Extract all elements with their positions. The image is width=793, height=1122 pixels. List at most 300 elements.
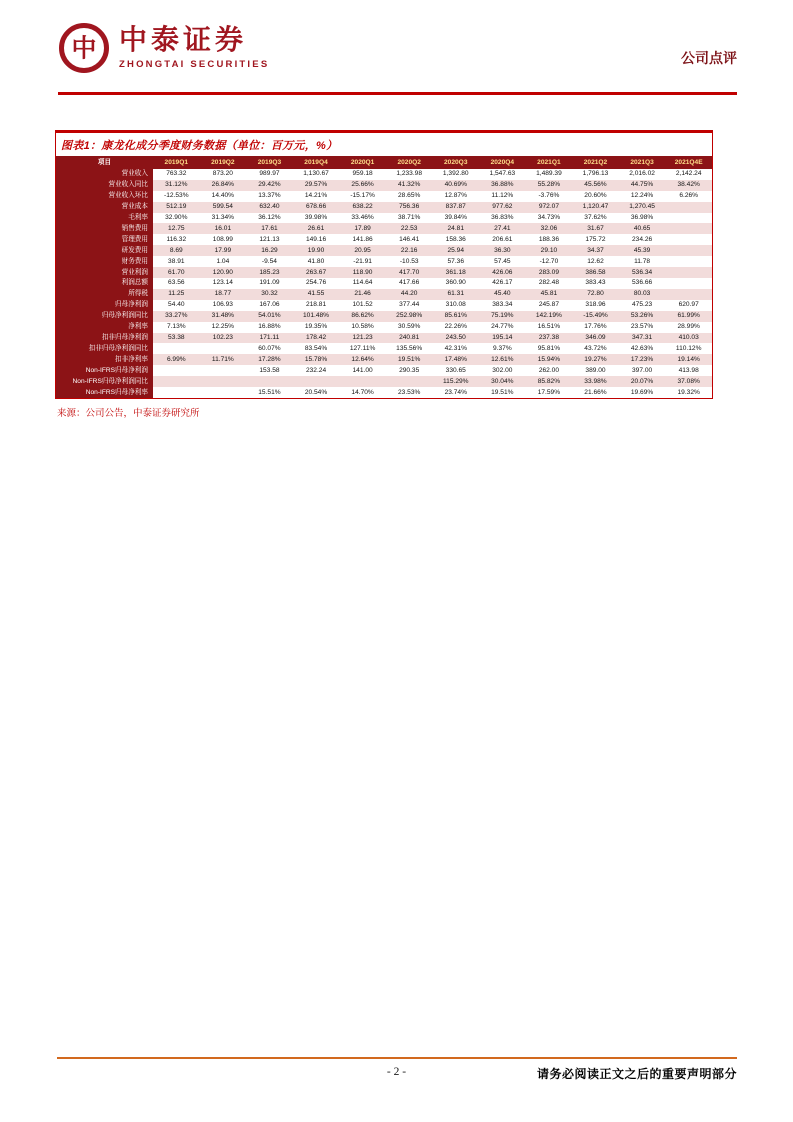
data-cell: 36.83% (491, 214, 514, 222)
data-cell: 45.81 (526, 289, 573, 300)
doc-type-label: 公司点评 (681, 50, 737, 66)
row-label: 归母净利润同比 (56, 311, 153, 322)
table-row (56, 365, 712, 376)
data-cell: 330.65 (445, 366, 466, 374)
data-cell: 536.34 (619, 267, 666, 278)
data-cell: 318.96 (585, 301, 606, 309)
table-row (56, 180, 712, 191)
data-cell: 678.66 (293, 202, 340, 213)
data-cell: 12.62 (587, 257, 604, 265)
data-cell: 42.31% (444, 344, 467, 352)
data-cell: 347.31 (619, 333, 666, 344)
data-cell: 15.94% (526, 354, 573, 365)
data-cell: 25.66% (339, 180, 386, 191)
table-row (56, 267, 712, 278)
svg-text:中: 中 (71, 35, 97, 63)
data-cell (665, 289, 712, 300)
row-label: 营业收入环比 (56, 191, 153, 202)
data-cell: 120.90 (200, 267, 247, 278)
data-cell: 83.54% (304, 344, 328, 352)
data-cell (200, 376, 247, 387)
data-cell: 37.62% (584, 214, 607, 222)
table-header-quarter: 2020Q2 (386, 156, 433, 169)
data-cell: 19.90 (293, 245, 340, 256)
data-cell: 38.42% (665, 180, 712, 191)
data-cell (665, 223, 712, 234)
row-label: 营业收入同比 (56, 180, 153, 191)
brand-name-cn: 中泰证券 (119, 25, 248, 57)
data-cell: 302.00 (492, 366, 513, 374)
data-cell: 85.82% (526, 376, 573, 387)
data-cell: 141.00 (352, 366, 373, 374)
row-label: 利润总额 (56, 278, 153, 289)
data-cell: 282.48 (538, 279, 559, 287)
data-cell: 54.40 (168, 301, 185, 309)
data-cell: 16.51% (537, 323, 561, 331)
data-cell: 17.76% (584, 323, 607, 331)
data-cell: 26.84% (200, 180, 247, 191)
data-cell (665, 256, 712, 267)
row-label: 营业收入 (56, 169, 153, 180)
table-row (56, 354, 712, 365)
table-header-quarter: 2019Q2 (200, 156, 247, 169)
row-label: 研发费用 (56, 245, 153, 256)
data-cell: 195.14 (479, 333, 526, 344)
data-cell: 141.86 (352, 235, 373, 243)
data-cell: 1,392.80 (442, 170, 469, 178)
data-cell: 175.72 (585, 235, 606, 243)
data-cell: 29.42% (246, 180, 293, 191)
data-cell: 31.12% (153, 180, 200, 191)
data-cell: 17.48% (432, 354, 479, 365)
table-header-quarter: 2020Q3 (432, 156, 479, 169)
data-cell: 263.67 (293, 267, 340, 278)
data-cell: 6.26% (679, 192, 699, 200)
zhongtai-logo-icon (58, 22, 110, 74)
data-cell: 977.62 (479, 202, 526, 213)
page-header (58, 22, 737, 74)
data-cell: 417.70 (386, 267, 433, 278)
data-cell: 101.48% (293, 311, 340, 322)
data-cell: 72.80 (572, 289, 619, 300)
data-cell: 11.71% (200, 354, 247, 365)
data-cell: 310.08 (445, 301, 466, 309)
table-row (56, 202, 712, 213)
row-label: 营业利润 (56, 267, 153, 278)
data-cell: 29.10 (526, 245, 573, 256)
table-row (56, 169, 712, 180)
row-label: 扣非净利率 (56, 354, 153, 365)
data-cell: 837.87 (432, 202, 479, 213)
data-cell: 15.78% (293, 354, 340, 365)
data-cell: 123.14 (212, 279, 233, 287)
data-cell: 30.59% (397, 323, 421, 331)
data-cell: 23.74% (444, 388, 467, 396)
table-row (56, 387, 712, 398)
data-cell: 1,547.63 (489, 170, 516, 178)
data-cell: 397.00 (631, 366, 653, 374)
data-cell: 185.23 (246, 267, 293, 278)
data-cell: 252.98% (386, 311, 433, 322)
data-cell: 21.66% (584, 388, 607, 396)
data-cell: 23.57% (630, 323, 654, 331)
data-cell: 101.52 (352, 301, 373, 309)
data-cell (293, 376, 340, 387)
data-cell: 60.07% (258, 344, 281, 352)
header-divider (58, 92, 737, 95)
data-cell: 8.69 (153, 245, 200, 256)
figure-block (55, 130, 713, 419)
data-cell (665, 202, 712, 213)
table-row (56, 213, 712, 224)
financial-table (56, 156, 712, 398)
data-cell: 1,120.47 (572, 202, 619, 213)
brand-text (119, 26, 269, 69)
data-cell: 12.25% (211, 323, 235, 331)
data-cell: 218.81 (305, 301, 327, 309)
data-cell: 638.22 (339, 202, 386, 213)
data-cell: 75.19% (479, 311, 526, 322)
data-cell: 80.03 (619, 289, 666, 300)
table-header-quarter: 2021Q4E (665, 156, 712, 169)
data-cell: 1.04 (216, 257, 230, 265)
data-cell: 28.99% (677, 323, 700, 331)
table-header-quarter: 2019Q3 (246, 156, 293, 169)
data-cell: 12.64% (339, 354, 386, 365)
data-cell: 17.99 (200, 245, 247, 256)
data-cell (665, 234, 712, 245)
table-row (56, 322, 712, 333)
data-cell: 33.27% (153, 311, 200, 322)
data-cell: 14.70% (351, 388, 374, 396)
data-cell: 237.38 (526, 333, 573, 344)
data-cell: 2,016.02 (629, 170, 655, 178)
data-cell (200, 387, 247, 398)
data-cell: 55.28% (526, 180, 573, 191)
data-cell: 1,796.13 (582, 170, 609, 178)
data-cell (386, 376, 433, 387)
data-cell: 108.99 (212, 235, 233, 243)
data-cell: 346.09 (572, 333, 619, 344)
data-cell: 620.97 (678, 301, 699, 309)
data-cell: 9.37% (492, 344, 512, 352)
data-cell: 389.00 (585, 366, 606, 374)
data-cell: 989.97 (259, 170, 280, 178)
data-cell: 14.21% (304, 192, 328, 200)
data-cell: 15.51% (258, 388, 281, 396)
row-label: 财务费用 (56, 256, 153, 267)
data-cell: 28.65% (397, 192, 421, 200)
data-cell: 142.19% (526, 311, 573, 322)
data-cell: 110.12% (675, 344, 702, 352)
data-cell: 36.88% (479, 180, 526, 191)
brand-name-en: ZHONGTAI SECURITIES (119, 58, 270, 70)
table-row (56, 256, 712, 267)
table-row (56, 376, 712, 387)
row-label: 管理费用 (56, 234, 153, 245)
data-cell (153, 365, 200, 376)
data-cell: 17.28% (246, 354, 293, 365)
data-cell: 426.06 (479, 267, 526, 278)
data-cell: 41.55 (293, 289, 340, 300)
data-cell: 17.61 (246, 223, 293, 234)
data-cell: 16.88% (258, 323, 281, 331)
data-cell: 426.17 (492, 279, 513, 287)
data-cell: 12.24% (630, 192, 654, 200)
data-cell: 121.23 (339, 333, 386, 344)
row-label: 营业成本 (56, 202, 153, 213)
source-note: 来源：公司公告，中泰证券研究所 (57, 407, 200, 419)
data-cell: 54.01% (246, 311, 293, 322)
data-cell: 512.19 (153, 202, 200, 213)
data-cell: 17.59% (537, 388, 561, 396)
data-cell: 36.30 (479, 245, 526, 256)
data-cell: 29.57% (293, 180, 340, 191)
data-cell: 45.56% (572, 180, 619, 191)
data-cell: 26.61 (293, 223, 340, 234)
data-cell: 283.09 (526, 267, 573, 278)
table-row (56, 300, 712, 311)
data-cell: 44.20 (386, 289, 433, 300)
data-cell: 20.07% (619, 376, 666, 387)
footer-divider (57, 1057, 737, 1059)
data-cell: 21.46 (339, 289, 386, 300)
data-cell: 40.65 (619, 223, 666, 234)
data-cell: 17.89 (339, 223, 386, 234)
table-header-row (56, 156, 712, 169)
data-cell: 11.12% (491, 192, 514, 200)
row-label: 净利率 (56, 322, 153, 333)
row-label: 归母净利润 (56, 300, 153, 311)
data-cell (200, 343, 247, 354)
data-cell: 206.61 (492, 235, 513, 243)
data-cell: 232.24 (305, 366, 327, 374)
data-cell (665, 278, 712, 289)
data-cell: 475.23 (631, 301, 653, 309)
table-row (56, 234, 712, 245)
table-header-quarter: 2019Q1 (153, 156, 200, 169)
data-cell: 632.40 (246, 202, 293, 213)
data-cell: 45.40 (479, 289, 526, 300)
data-cell: 85.61% (432, 311, 479, 322)
row-label: Non-IFRS归母净利率 (56, 387, 153, 398)
data-cell: 12.61% (479, 354, 526, 365)
table-row (56, 311, 712, 322)
table-row (56, 343, 712, 354)
data-cell: 383.43 (585, 279, 606, 287)
data-cell: 240.81 (386, 333, 433, 344)
data-cell: 121.13 (259, 235, 280, 243)
data-cell: 11.78 (634, 257, 651, 265)
data-cell: -12.70 (539, 257, 559, 265)
data-cell: 19.32% (677, 388, 700, 396)
data-cell: 386.58 (572, 267, 619, 278)
data-cell: 22.16 (386, 245, 433, 256)
data-cell: -3.76% (538, 192, 560, 200)
table-row (56, 223, 712, 234)
data-cell: 20.60% (584, 192, 607, 200)
data-cell: 30.32 (246, 289, 293, 300)
data-cell (153, 343, 200, 354)
data-cell: 53.38 (153, 333, 200, 344)
data-cell (153, 376, 200, 387)
data-cell: 61.31 (432, 289, 479, 300)
data-cell (200, 365, 247, 376)
data-cell: 873.20 (212, 170, 233, 178)
data-cell: -12.53% (164, 192, 189, 200)
data-cell: 63.56 (168, 279, 185, 287)
data-cell: 959.18 (352, 170, 373, 178)
data-cell: 360.90 (445, 279, 466, 287)
data-cell: 6.99% (153, 354, 200, 365)
data-cell: 13.37% (258, 192, 281, 200)
data-cell: 30.04% (479, 376, 526, 387)
data-cell: 37.08% (665, 376, 712, 387)
data-cell: 972.07 (526, 202, 573, 213)
data-cell: 61.99% (665, 311, 712, 322)
data-cell: 1,233.98 (396, 170, 423, 178)
data-cell (153, 387, 200, 398)
data-cell: 243.50 (432, 333, 479, 344)
data-cell: -10.53 (399, 257, 419, 265)
data-cell: 19.35% (304, 323, 328, 331)
data-cell: 24.81 (432, 223, 479, 234)
data-cell: 167.06 (259, 301, 280, 309)
figure-title: 图表1：康龙化成分季度财务数据（单位：百万元，%） (61, 140, 338, 152)
data-cell: 234.26 (631, 235, 653, 243)
row-label: 所得税 (56, 289, 153, 300)
data-cell: 22.53 (386, 223, 433, 234)
table-header-quarter: 2021Q3 (619, 156, 666, 169)
data-cell: 31.67 (572, 223, 619, 234)
data-cell: 32.90% (165, 214, 188, 222)
data-cell: 171.11 (246, 333, 293, 344)
brand-block (58, 22, 269, 74)
data-cell: 32.06 (526, 223, 573, 234)
data-cell (339, 376, 386, 387)
data-cell: 536.66 (631, 279, 653, 287)
data-cell: 11.25 (153, 289, 200, 300)
data-cell: 383.34 (492, 301, 513, 309)
data-cell: -15.49% (572, 311, 619, 322)
data-cell: 23.53% (397, 388, 421, 396)
data-cell: 25.94 (432, 245, 479, 256)
data-cell (665, 245, 712, 256)
table-row (56, 245, 712, 256)
data-cell: 43.72% (584, 344, 607, 352)
row-label: Non-IFRS归母净利润同比 (56, 376, 153, 387)
data-cell: 191.09 (259, 279, 280, 287)
data-cell: -9.54 (261, 257, 277, 265)
data-cell: 86.62% (339, 311, 386, 322)
data-cell: 106.93 (212, 301, 233, 309)
data-cell: 599.54 (200, 202, 247, 213)
data-cell: 413.98 (678, 366, 699, 374)
data-cell: 53.26% (619, 311, 666, 322)
data-cell: -21.91 (353, 257, 372, 265)
row-label: 毛利率 (56, 213, 153, 224)
data-cell: 118.90 (339, 267, 386, 278)
data-cell: 361.18 (432, 267, 479, 278)
data-cell: 12.87% (444, 192, 467, 200)
data-cell: 31.34% (211, 214, 235, 222)
data-cell: 39.98% (304, 214, 328, 222)
data-cell: 33.98% (572, 376, 619, 387)
data-cell: 19.27% (572, 354, 619, 365)
data-cell: 38.71% (397, 214, 421, 222)
data-cell: 39.84% (444, 214, 467, 222)
data-cell: 44.75% (619, 180, 666, 191)
data-cell: 18.77 (200, 289, 247, 300)
data-cell: 20.95 (339, 245, 386, 256)
table-header-quarter: 2020Q1 (339, 156, 386, 169)
data-cell: 245.87 (538, 301, 559, 309)
data-cell: 146.41 (399, 235, 420, 243)
data-cell: 149.16 (305, 235, 327, 243)
data-cell: 57.45 (494, 257, 511, 265)
data-cell: 10.58% (351, 323, 374, 331)
data-cell: 114.64 (352, 279, 373, 287)
data-cell: 38.91 (168, 257, 185, 265)
data-cell: 61.70 (153, 267, 200, 278)
table-header-quarter: 2021Q1 (526, 156, 573, 169)
table-header-quarter: 2021Q2 (572, 156, 619, 169)
data-cell: 158.36 (445, 235, 466, 243)
data-cell: 22.26% (444, 323, 467, 331)
data-cell: 16.01 (200, 223, 247, 234)
data-cell: 41.80 (307, 257, 325, 265)
data-cell: 36.12% (258, 214, 281, 222)
data-cell: 763.32 (166, 170, 187, 178)
data-cell: 115.29% (432, 376, 479, 387)
data-cell: 116.32 (166, 235, 187, 243)
row-label: 扣非归母净利润同比 (56, 343, 153, 354)
data-cell: 34.73% (537, 214, 561, 222)
data-cell: 135.56% (396, 344, 423, 352)
data-cell: 410.03 (665, 333, 712, 344)
data-cell: 12.75 (153, 223, 200, 234)
row-label: 扣非归母净利润 (56, 333, 153, 344)
table-row (56, 191, 712, 202)
data-cell: 290.35 (399, 366, 420, 374)
footer-disclaimer: 请务必阅读正文之后的重要声明部分 (536, 1067, 737, 1081)
data-cell: 24.77% (491, 323, 514, 331)
data-cell: 1,270.45 (619, 202, 666, 213)
page-number: - 2 - (386, 1066, 407, 1078)
data-cell: 417.66 (399, 279, 420, 287)
data-cell: 33.46% (351, 214, 374, 222)
data-cell: 1,489.39 (536, 170, 562, 178)
data-cell: 19.14% (665, 354, 712, 365)
data-cell: 27.41 (479, 223, 526, 234)
data-cell: 19.51% (491, 388, 514, 396)
table-row (56, 333, 712, 344)
row-label: 销售费用 (56, 223, 153, 234)
data-cell: 102.23 (200, 333, 247, 344)
table-row (56, 289, 712, 300)
data-cell (665, 267, 712, 278)
figure-frame (55, 130, 713, 399)
data-cell: 14.40% (211, 192, 235, 200)
data-cell: 16.29 (246, 245, 293, 256)
data-cell: 262.00 (538, 366, 559, 374)
data-cell: 19.69% (630, 388, 654, 396)
data-cell: 31.48% (200, 311, 247, 322)
table-header-item: 项目 (56, 156, 153, 169)
data-cell (665, 213, 712, 224)
data-cell: 20.54% (304, 388, 328, 396)
data-cell: 756.36 (386, 202, 433, 213)
